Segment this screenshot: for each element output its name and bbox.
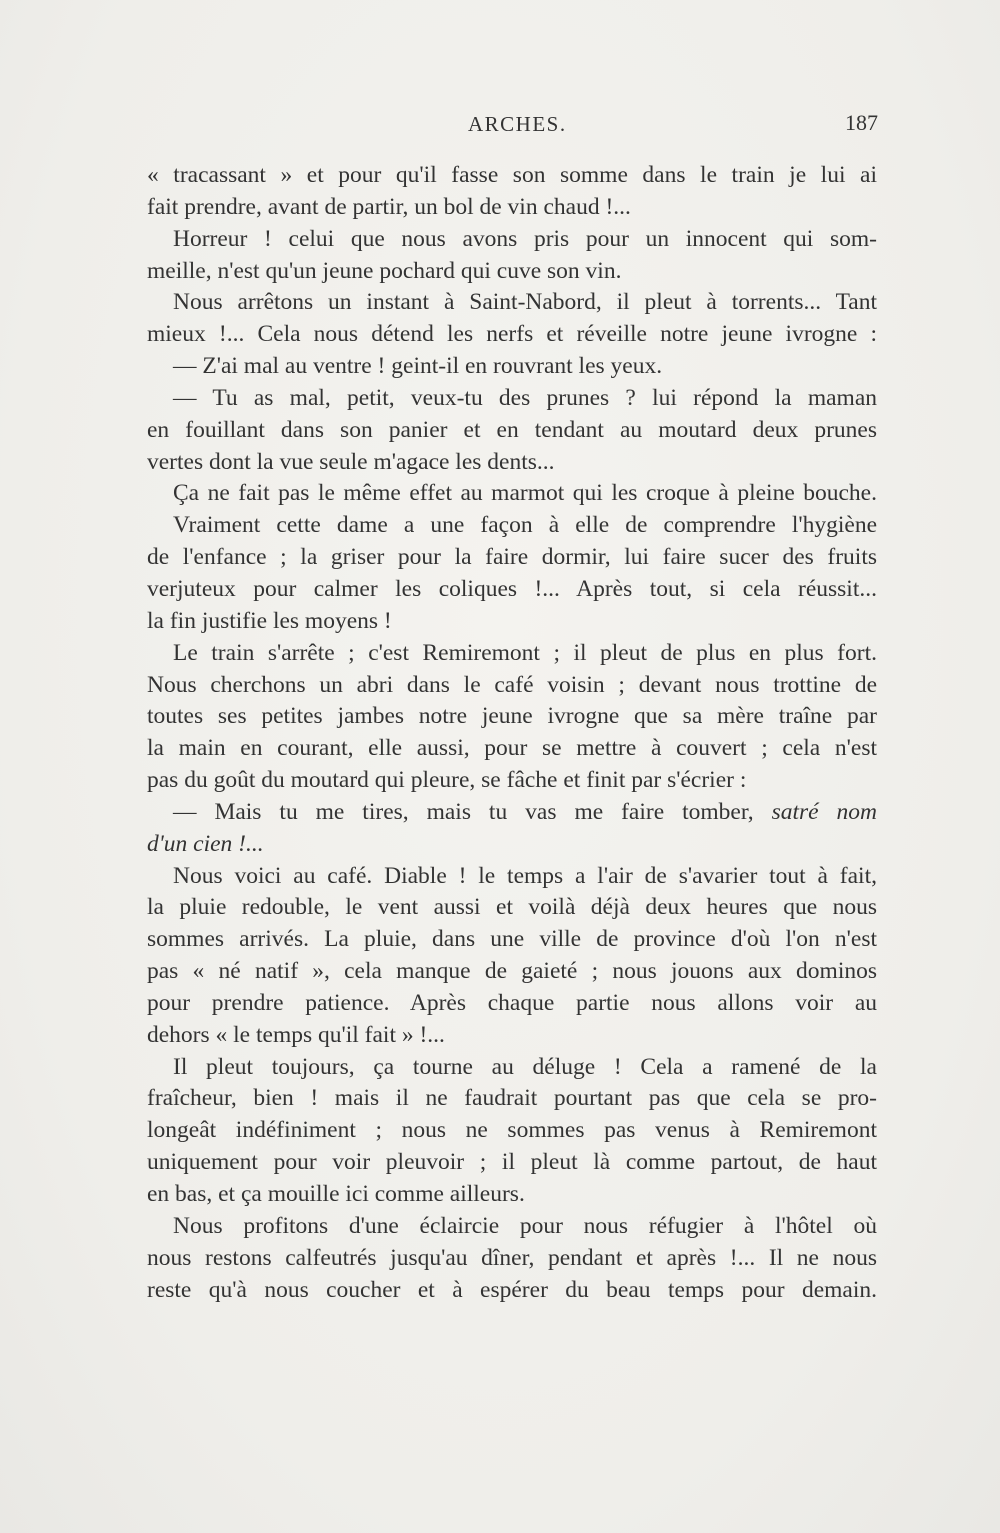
text-line [147, 829, 877, 861]
text-line: Nous voici au café. Diable ! le temps a l'air de s'avarier tout à fait, [173, 862, 877, 889]
text-line: mieux !... Cela nous détend les nerfs et réveille notre jeune ivrogne : [147, 321, 877, 348]
text-line: de l'enfance ; la griser pour la faire dormir, lui faire sucer des fruits [147, 544, 877, 571]
text-line: en bas, et ça mouille ici comme ailleurs. [147, 1181, 525, 1207]
text-line: fraîcheur, bien ! mais il ne faudrait pourtant pas que cela se pro- [147, 1085, 877, 1112]
text-line: Nous profitons d'une éclaircie pour nous réfugier à l'hôtel où [173, 1212, 877, 1239]
text-line: Horreur ! celui que nous avons pris pour un innocent qui som- [173, 225, 877, 252]
running-title: ARCHES. [468, 112, 567, 136]
text-line: pour prendre patience. Après chaque partie nous allons voir au [147, 989, 877, 1016]
text-line: pas du goût du moutard qui pleure, se fâche et finit par s'écrier : [147, 767, 747, 794]
text-line: uniquement pour voir pleuvoir ; il pleut là comme partout, de haut [147, 1149, 877, 1176]
text-line: la pluie redouble, le vent aussi et voilà déjà deux heures que nous [147, 894, 877, 921]
text-line: meille, n'est qu'un jeune pochard qui cuve son vin. [147, 257, 622, 284]
text-line: la fin justifie les moyens ! [147, 607, 392, 634]
text-line: Nous arrêtons un instant à Saint-Nabord, il pleut à torrents... Tant [173, 289, 877, 316]
text-line: la main en courant, elle aussi, pour se mettre à couvert ; cela n'est [147, 735, 877, 762]
text-line-segment: — Mais tu me tires, mais tu vas me faire tomber, [173, 798, 754, 825]
italic-phrase: satré nom [771, 798, 878, 825]
text-line: sommes arrivés. La pluie, dans une ville de province d'où l'on n'est [147, 926, 877, 953]
text-line: Ça ne fait pas le même effet au marmot qui les croque à pleine bouche. [173, 480, 877, 507]
text-line: fait prendre, avant de partir, un bol de vin chaud !... [147, 193, 631, 220]
text-line: — Z'ai mal au ventre ! geint-il en rouvrant les yeux. [173, 353, 663, 380]
text-line: Nous cherchons un abri dans le café voisin ; devant nous trottine de [147, 671, 877, 698]
text-line: « tracassant » et pour qu'il fasse son somme dans le train je lui ai [147, 162, 877, 188]
text-line: dehors « le temps qu'il fait » !... [147, 1021, 445, 1048]
text-line: en fouillant dans son panier et en tendant au moutard deux prunes [147, 416, 877, 443]
text-line: longeât indéfiniment ; nous ne sommes pas venus à Remiremont [147, 1117, 877, 1144]
text-line: toutes ses petites jambes notre jeune ivrogne que sa mère traîne par [147, 703, 877, 730]
text-line: Vraiment cette dame a une façon à elle de comprendre l'hygiène [173, 512, 877, 539]
text-line: Il pleut toujours, ça tourne au déluge ! Cela a ramené de la [173, 1053, 877, 1080]
text-line: nous restons calfeutrés jusqu'au dîner, pendant et après !... Il ne nous [147, 1244, 877, 1271]
text-line: Le train s'arrête ; c'est Remiremont ; il pleut de plus en plus fort. [173, 639, 877, 666]
text-line-with-italic [147, 797, 877, 829]
italic-phrase: d'un cien !... [147, 830, 264, 857]
page-number: 187 [845, 110, 878, 135]
body-text [147, 160, 877, 1306]
text-line: pas « né natif », cela manque de gaieté ; nous jouons aux dominos [147, 958, 877, 985]
text-line: verjuteux pour calmer les coliques !... Après tout, si cela réussit... [147, 575, 877, 602]
text-line: reste qu'à nous coucher et à espérer du beau temps pour demain. [147, 1276, 877, 1303]
text-line: — Tu as mal, petit, veux-tu des prunes ? lui répond la maman [173, 384, 877, 411]
text-line: vertes dont la vue seule m'agace les dents... [147, 448, 555, 475]
